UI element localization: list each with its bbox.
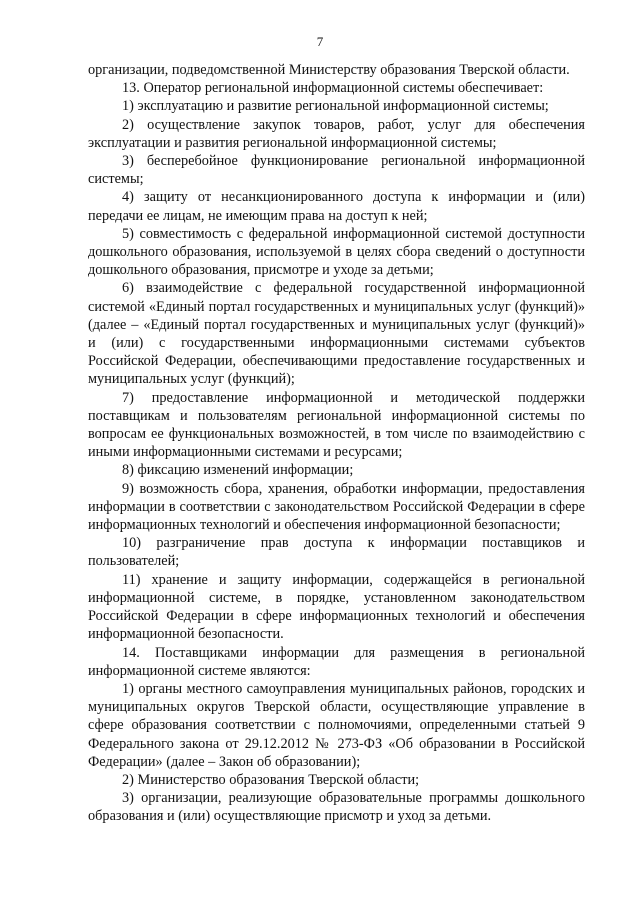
paragraph-continuation: организации, подведомственной Министерству образования Тверской области. (88, 62, 570, 78)
page-number: 7 (316, 34, 324, 49)
document-body (88, 61, 585, 826)
list-item: 3) бесперебойное функционирование региональной информационной системы; (88, 153, 585, 188)
list-item: 11) хранение и защиту информации, содержащейся в региональной информационной системе, в порядке, установленном законодательством Российской Федерации в сфере информационных технологий и обеспечения информационной безопасности. (88, 571, 585, 643)
paragraph-item-14: 14. Поставщиками информации для размещения в региональной информационной системе являются: (88, 644, 585, 679)
list-item: 4) защиту от несанкционированного доступа к информации и (или) передачи ее лицам, не имеющим права на доступ к ней; (88, 189, 585, 224)
list-item: 3) организации, реализующие образовательные программы дошкольного образования и (или) осуществляющие присмотр и уход за детьми. (88, 790, 585, 825)
list-item: 5) совместимость с федеральной информационной системой доступности дошкольного образования, используемой в целях сбора сведений о доступности дошкольного образования, присмотре и уходе за детьми; (88, 225, 585, 279)
list-item: 9) возможность сбора, хранения, обработки информации, предоставления информации в соответствии с законодательством Российской Федерации в сфере информационных технологий и обеспечения информационной безопасности; (88, 480, 585, 534)
list-item: 2) осуществление закупок товаров, работ, услуг для обеспечения эксплуатации и развития региональной информационной системы; (88, 116, 585, 151)
list-item: 1) эксплуатацию и развитие региональной информационной системы; (122, 98, 549, 115)
list-item: 10) разграничение прав доступа к информации поставщиков и пользователей; (88, 535, 585, 570)
list-item: 8) фиксацию изменений информации; (122, 462, 354, 479)
list-item: 7) предоставление информационной и методической поддержки поставщикам и пользователям региональной информационной системы по вопросам ее функциональных возможностей, в том числе по взаимодействию с иными информационными системами и ресурсами; (88, 389, 585, 461)
list-item: 6) взаимодействие с федеральной государственной информационной системой «Единый портал государственных и муниципальных услуг (функций)» (далее – «Единый портал государственных и муниципальных услуг (функций)» и (или) с государственными информационными системами субъектов Российской Федерации, обеспечивающими предоставление государственных и муниципальных услуг (функций); (88, 280, 585, 388)
list-item: 2) Министерство образования Тверской области; (122, 771, 420, 788)
list-item: 1) органы местного самоуправления муниципальных районов, городских и муниципальных округов Тверской области, осуществляющие управление в сфере образования соответствии с полномочиями, определенными статьей 9 Федерального закона от 29.12.2012 № 273-ФЗ «Об образовании в Российской Федерации» (далее – Закон об образовании); (88, 680, 585, 770)
paragraph-item-13: 13. Оператор региональной информационной системы обеспечивает: (122, 80, 544, 97)
